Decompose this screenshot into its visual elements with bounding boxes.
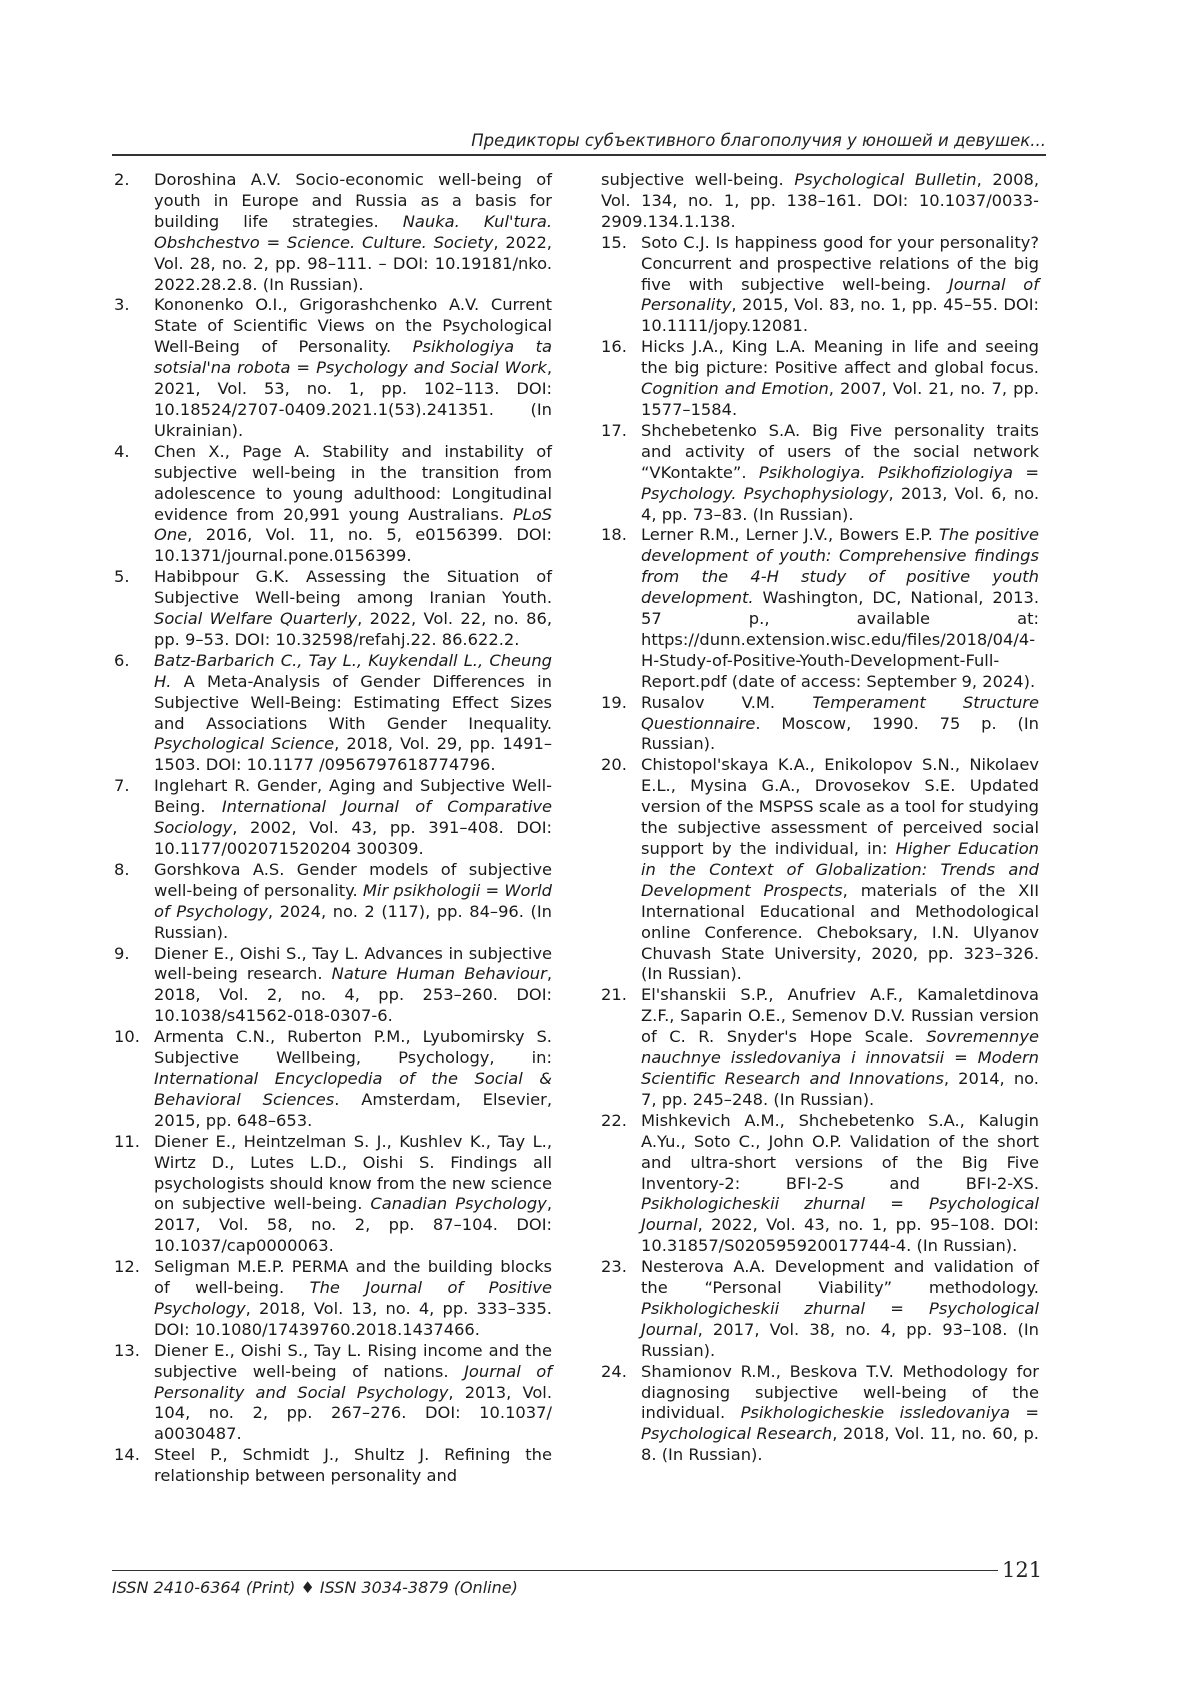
reference-number: 2. [114, 170, 130, 189]
reference-item [114, 776, 552, 860]
reference-text [154, 170, 552, 295]
reference-source-title: Nauka. Kul'tura. Obshchestvo = Science. Culture. Society [154, 211, 552, 252]
reference-segment: Lerner R.M., Lerner J.V., Bowers E.P. [641, 525, 939, 545]
reference-text [154, 776, 552, 860]
reference-text [641, 985, 1039, 1110]
reference-item [601, 1362, 1039, 1467]
reference-number: 9. [114, 943, 130, 963]
running-title: Предикторы субъективного благополучия у юношей и девушек... [471, 131, 1046, 150]
reference-segment: , 2017, Vol. 58, no. 2, pp. 87–104. DOI: 10.1037/cap0000063. [154, 1194, 553, 1256]
reference-segment: , 2018, Vol. 13, no. 4, pp. 333–335. DOI: 10.1080/17439760.2018.1437466. [154, 1298, 552, 1339]
issn-line: ISSN 2410-6364 (Print) ♦ ISSN 3034-3879 (Online) [112, 1578, 518, 1597]
reference-source-title: Psikhologicheskii zhurnal = Psychological Journal [641, 1194, 1039, 1235]
reference-source-title: Psychological Bulletin [794, 170, 977, 189]
reference-segment: Steel P., Schmidt J., Shultz J. Refining the relationship between personality and [154, 1445, 552, 1486]
reference-source-title: Sovremennye nauchnye issledovaniya i innovatsii = Modern Scientific Research and Innovations [641, 1027, 1039, 1088]
reference-segment: Diener E., Heintzelman S. J., Kushlev K., Tay L., Wirtz D., Lutes L.D., Oishi S. Findings all psychologists should know from the new science on subjective well-being. [154, 1131, 552, 1214]
reference-source-title: PLoS One [154, 504, 552, 545]
reference-source-title: International Encyclopedia of the Social & Behavioral Sciences [154, 1068, 552, 1109]
reference-segment: Doroshina A.V. Socio-economic well-being of youth in Europe and Russia as a basis for building life strategies. [154, 170, 552, 231]
reference-number: 15. [601, 232, 627, 252]
reference-segment: , 2018, Vol. 2, no. 4, pp. 253–260. DOI: 10.1038/s41562-018-0307-6. [154, 964, 552, 1026]
reference-segment: Diener E., Oishi S., Tay L. Advances in subjective well-being research. [154, 943, 552, 984]
reference-item [114, 295, 552, 441]
reference-item [114, 442, 552, 567]
reference-source-title: Psikhologiya. Psikhofiziologiya = Psychology. Psychophysiology [641, 462, 1039, 503]
reference-number: 10. [114, 1027, 140, 1047]
reference-text [601, 170, 1039, 233]
reference-segment: Hicks J.A., King L.A. Meaning in life and seeing the big picture: Positive affect and global focus. [641, 337, 1039, 378]
reference-segment: , 2014, no. 7, pp. 245–248. (In Russian). [641, 1068, 1039, 1109]
reference-segment: Seligman M.E.P. PERMA and the building blocks of well-being. [154, 1257, 552, 1298]
reference-source-title: Nature Human Behaviour [331, 964, 547, 984]
reference-number: 8. [114, 859, 130, 879]
reference-source-title: The positive development of youth: Comprehensive findings from the 4-H study of positive youth development. [641, 525, 1039, 608]
reference-text [641, 233, 1039, 338]
reference-segment: A Meta-Analysis of Gender Differences in Subjective Well-Being: Estimating Effect Sizes and Associations With Gender Inequality. [154, 671, 552, 733]
reference-segment: Diener E., Oishi S., Tay L. Rising income and the subjective well-being of nations. [154, 1340, 552, 1381]
reference-source-title: Batz-Barbarich C., Tay L., Kuykendall L., Cheung H. [154, 650, 552, 691]
reference-segment: El'shanskii S.P., Anufriev A.F., Kamaletdinova Z.F., Saparin O.E., Semenov D.V. Russian version of C. R. Snyder's Hope Scale. [641, 985, 1039, 1047]
reference-segment: Washington, DC, National, 2013. 57 p., available at: https://dunn.extension.wisc.edu/files/2018/04/4-H-Study-of-Positive-Youth-Development-Full-Report.pdf (date of access: September 9, 2024). [641, 588, 1039, 691]
reference-segment: subjective well-being. [601, 170, 795, 189]
reference-text [641, 1111, 1039, 1257]
reference-source-title: Cognition and Emotion [641, 379, 829, 399]
reference-source-title: Social Welfare Quarterly [154, 609, 358, 629]
references-left-column [114, 170, 552, 1487]
reference-segment: , 2022, Vol. 43, no. 1, pp. 95–108. DOI: 10.31857/S020595920017744-4. (In Russian). [641, 1215, 1039, 1256]
reference-text [154, 860, 552, 944]
reference-number: 17. [601, 420, 627, 440]
reference-source-title: Mir psikhologii = World of Psychology [154, 880, 552, 921]
reference-text [641, 1257, 1039, 1362]
reference-segment: Mishkevich A.M., Shchebetenko S.A., Kalugin A.Yu., Soto C., John O.P. Validation of the short and ultra-short versions of the Big Five Inventory-2: BFI-2-S and BFI-2-XS. [641, 1110, 1039, 1193]
reference-item [114, 651, 552, 776]
reference-number: 7. [114, 776, 130, 796]
reference-source-title: Psikhologiya ta sotsial'na robota = Psychology and Social Work [154, 337, 552, 378]
reference-source-title: International Journal of Comparative Sociology [154, 797, 553, 838]
reference-number: 14. [114, 1445, 140, 1465]
reference-segment: Soto C.J. Is happiness good for your personality? Concurrent and prospective relations of the big five with subjective well-being. [641, 232, 1039, 294]
reference-segment: , 2022, Vol. 28, no. 2, pp. 98–111. – DOI: 10.19181/nko. 2022.28.2.8. (In Russian). [154, 232, 552, 294]
reference-segment: . Amsterdam, Elsevier, 2015, pp. 648–653. [154, 1089, 553, 1130]
reference-number: 16. [601, 337, 627, 357]
reference-segment: Rusalov V.M. [641, 692, 813, 712]
reference-source-title: Psikhologicheskii zhurnal = Psychological Journal [641, 1298, 1039, 1339]
reference-segment: , 2002, Vol. 43, pp. 391–408. DOI: 10.1177/002071520204 300309. [154, 818, 552, 858]
reference-item [114, 1027, 552, 1132]
reference-segment: Chen X., Page A. Stability and instability of subjective well-being in the transition from adolescence to young adulthood: Longitudinal evidence from 20,991 young Australians. [154, 441, 552, 524]
reference-number: 4. [114, 441, 130, 461]
reference-text [641, 1362, 1039, 1467]
reference-segment: , 2008, Vol. 134, no. 1, pp. 138–161. DOI: 10.1037/0033-2909.134.1.138. [601, 170, 1040, 231]
reference-item [601, 525, 1039, 692]
reference-segment: Armenta C.N., Ruberton P.M., Lyubomirsky S. Subjective Wellbeing, Psychology, in: [154, 1027, 552, 1068]
reference-item [114, 860, 552, 944]
reference-item [601, 1111, 1039, 1257]
reference-segment: , 2016, Vol. 11, no. 5, e0156399. DOI: 10.1371/journal.pone.0156399. [154, 525, 552, 566]
reference-segment: , 2021, Vol. 53, no. 1, pp. 102–113. DOI: 10.18524/2707-0409.2021.1(53).241351. (In Ukrainian). [154, 358, 552, 440]
reference-item [114, 567, 552, 651]
reference-segment: , 2015, Vol. 83, no. 1, pp. 45–55. DOI: 10.1111/jopy.12081. [641, 295, 1039, 336]
reference-number: 21. [601, 985, 627, 1005]
reference-text [154, 442, 552, 567]
reference-text [641, 525, 1039, 692]
reference-item [114, 1132, 552, 1257]
reference-number: 23. [601, 1257, 627, 1277]
reference-segment: , 2007, Vol. 21, no. 7, pp. 1577–1584. [641, 379, 1039, 419]
reference-segment: . Moscow, 1990. 75 p. (In Russian). [641, 713, 1039, 754]
reference-text [154, 651, 552, 776]
reference-number: 20. [601, 755, 627, 775]
reference-text [154, 1341, 552, 1446]
reference-source-title: Journal of Personality [641, 274, 1040, 315]
reference-segment: , 2017, Vol. 38, no. 4, pp. 93–108. (In Russian). [641, 1319, 1039, 1360]
reference-segment: Gorshkova A.S. Gender models of subjective well-being of personality. [154, 859, 552, 900]
reference-segment: Shamionov R.M., Beskova T.V. Methodology for diagnosing subjective well-being of the individual. [641, 1361, 1039, 1423]
reference-segment: , 2018, Vol. 29, pp. 1491–1503. DOI: 10.1177 /0956797618774796. [154, 734, 552, 775]
reference-segment: , 2022, Vol. 22, no. 86, pp. 9–53. DOI: 10.32598/refahj.22. 86.622.2. [154, 609, 552, 649]
reference-segment: Habibpour G.K. Assessing the Situation of Subjective Well-being among Iranian Youth. [154, 567, 552, 608]
reference-number: 6. [114, 650, 130, 670]
reference-number: 18. [601, 525, 627, 545]
reference-source-title: Higher Education in the Context of Globalization: Trends and Development Prospects [641, 839, 1039, 900]
reference-segment: Kononenko O.I., Grigorashchenko A.V. Current State of Scientific Views on the Psychological Well-Being of Personality. [154, 295, 552, 357]
reference-item [601, 1257, 1039, 1362]
reference-source-title: Temperament Structure Questionnaire [641, 692, 1039, 733]
reference-item [114, 1341, 552, 1446]
reference-item [114, 1445, 552, 1487]
reference-text [154, 1027, 552, 1132]
reference-text [641, 337, 1039, 421]
reference-text [641, 693, 1039, 756]
reference-segment: Inglehart R. Gender, Aging and Subjective Well-Being. [154, 776, 552, 817]
reference-item [601, 233, 1039, 338]
reference-item [601, 985, 1039, 1110]
reference-text [641, 755, 1039, 985]
reference-number: 24. [601, 1361, 627, 1381]
reference-segment: Shchebetenko S.A. Big Five personality traits and activity of users of the social network “VKontakte”. [641, 420, 1039, 482]
reference-text [641, 421, 1039, 526]
reference-text [154, 1257, 552, 1341]
reference-item [114, 170, 552, 295]
reference-segment: , 2013, Vol. 6, no. 4, pp. 73–83. (In Russian). [641, 483, 1039, 524]
reference-source-title: The Journal of Positive Psychology [154, 1278, 552, 1318]
reference-text [154, 1445, 552, 1487]
reference-segment: , 2024, no. 2 (117), pp. 84–96. (In Russian). [154, 901, 552, 942]
reference-source-title: Psikhologicheskie issledovaniya = Psychological Research [641, 1403, 1039, 1444]
reference-segment: , 2018, Vol. 11, no. 60, p. 8. (In Russian). [641, 1424, 1039, 1465]
reference-source-title: Journal of Personality and Social Psychology [154, 1361, 552, 1402]
reference-segment: Nesterova A.A. Development and validation of the “Personal Viability” methodology. [641, 1257, 1039, 1298]
reference-text [154, 567, 552, 651]
reference-item [601, 755, 1039, 985]
reference-number: 5. [114, 567, 130, 587]
reference-text [154, 944, 552, 1028]
reference-item [601, 693, 1039, 756]
reference-number: 12. [114, 1257, 140, 1277]
reference-item [601, 421, 1039, 526]
reference-number: 3. [114, 295, 130, 315]
reference-number: 13. [114, 1340, 140, 1360]
page-number: 121 [1002, 1558, 1043, 1582]
reference-segment: , 2013, Vol. 104, no. 2, pp. 267–276. DOI: 10.1037/ a0030487. [154, 1382, 553, 1444]
footer-rule [112, 1570, 998, 1571]
references-right-column [601, 170, 1039, 1466]
reference-text [154, 295, 552, 441]
reference-text [154, 1132, 552, 1257]
reference-source-title: Psychological Science [154, 734, 335, 754]
reference-item [114, 944, 552, 1028]
reference-source-title: Canadian Psychology [370, 1194, 547, 1214]
reference-segment: , materials of the XII International Educational and Methodological online Conference. Cheboksary, I.N. Ulyanov Chuvash State University, 2020, pp. 323–326. (In Russian). [641, 880, 1040, 984]
reference-number: 19. [601, 692, 627, 712]
reference-item [601, 170, 1039, 233]
reference-item [601, 337, 1039, 421]
reference-item [114, 1257, 552, 1341]
reference-number: 11. [114, 1131, 140, 1151]
reference-segment: Chistopol'skaya K.A., Enikolopov S.N., Nikolaev E.L., Mysina G.A., Drovosekov S.E. Updated version of the MSPSS scale as a tool for studying the subjective assessment of perceived social support by the individual, in: [641, 755, 1039, 858]
header-rule [112, 154, 1046, 156]
reference-number: 22. [601, 1110, 627, 1130]
